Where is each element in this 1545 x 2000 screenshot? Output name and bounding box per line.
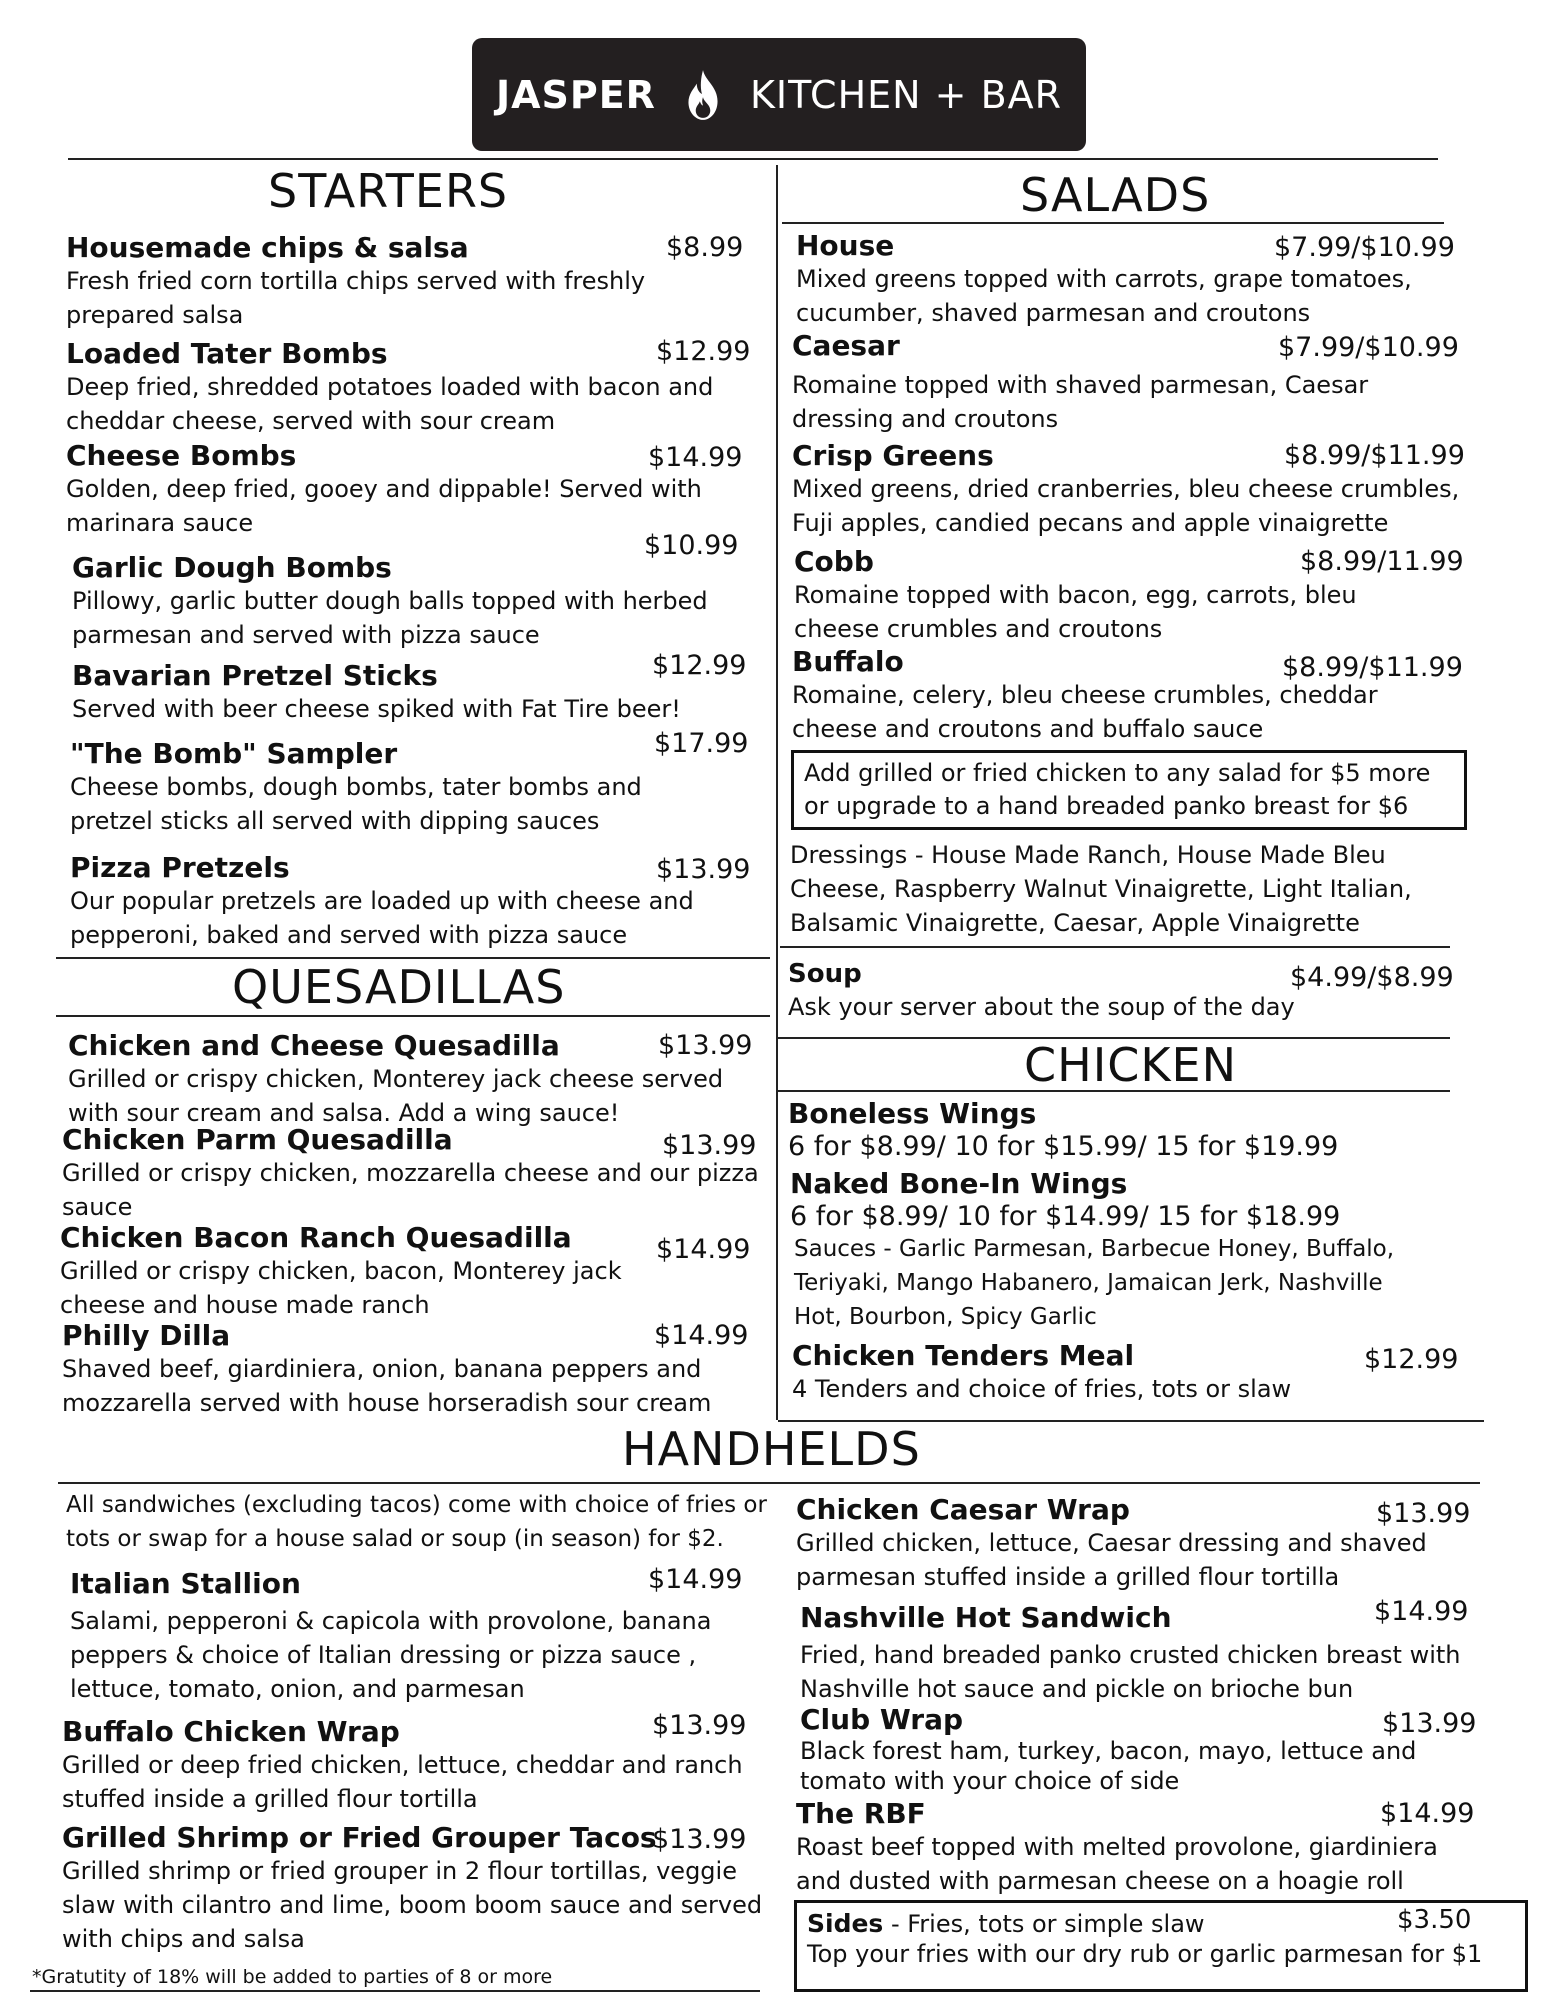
item-name: Naked Bone-In Wings xyxy=(790,1167,1128,1200)
menu-item xyxy=(796,1494,1476,1594)
item-description: Grilled or crispy chicken, bacon, Monterey jack cheese and house made ranch xyxy=(60,1257,622,1319)
gratuity-footnote: *Gratutity of 18% will be added to parties of 8 or more xyxy=(32,1966,553,1988)
item-price: $13.99 xyxy=(1376,1498,1471,1529)
item-description: Black forest ham, turkey, bacon, mayo, lettuce and tomato with your choice of side xyxy=(800,1737,1417,1795)
item-description: Mixed greens, dried cranberries, bleu cheese crumbles, Fuji apples, candied pecans and apple vinaigrette xyxy=(792,475,1460,537)
item-name: Chicken and Cheese Quesadilla xyxy=(68,1029,560,1062)
item-description: Roast beef topped with melted provolone, giardiniera and dusted with parmesan cheese on a hoagie roll xyxy=(796,1833,1438,1895)
item-price: $7.99/$10.99 xyxy=(1278,332,1459,363)
item-name: Housemade chips & salsa xyxy=(66,231,469,264)
item-description: Golden, deep fried, gooey and dippable! Served with marinara sauce xyxy=(66,475,702,537)
brand-tagline: KITCHEN + BAR xyxy=(749,72,1063,117)
menu-item xyxy=(66,440,766,540)
menu-item xyxy=(68,1030,768,1130)
item-name: Chicken Tenders Meal xyxy=(792,1339,1135,1372)
item-description: Grilled or crispy chicken, mozzarella cheese and our pizza sauce xyxy=(62,1159,759,1221)
menu-item xyxy=(70,1564,770,1706)
sides-price: $3.50 xyxy=(1397,1905,1472,1935)
item-price: $17.99 xyxy=(654,728,749,759)
item-description: Ask your server about the soup of the day xyxy=(788,993,1295,1021)
sides-note: Top your fries with our dry rub or garlic parmesan for $1 xyxy=(807,1940,1483,1968)
item-price: $14.99 xyxy=(1374,1596,1469,1627)
item-name: Bavarian Pretzel Sticks xyxy=(72,659,438,692)
handhelds-note: All sandwiches (excluding tacos) come with choice of fries or tots or swap for a house salad or soup (in season) for $2. xyxy=(66,1492,767,1552)
item-price: $13.99 xyxy=(658,1030,753,1061)
menu-item xyxy=(60,1222,768,1322)
item-name: Pizza Pretzels xyxy=(70,851,290,884)
sides-label: Sides xyxy=(807,1909,884,1938)
item-price: $8.99/$11.99 xyxy=(1282,652,1463,683)
item-name: Buffalo xyxy=(792,645,904,678)
item-name: Soup xyxy=(788,959,862,989)
item-name: Garlic Dough Bombs xyxy=(72,551,392,584)
menu-item xyxy=(62,1710,770,1816)
footer-divider xyxy=(30,1990,760,1992)
item-name: Chicken Parm Quesadilla xyxy=(62,1123,453,1156)
starters-title: STARTERS xyxy=(268,164,509,218)
item-price: $10.99 xyxy=(644,530,739,561)
item-description: Grilled chicken, lettuce, Caesar dressing and shaved parmesan stuffed inside a grilled flour tortilla xyxy=(796,1529,1427,1591)
item-price: $12.99 xyxy=(652,650,747,681)
menu-item xyxy=(72,650,766,726)
item-name: Cheese Bombs xyxy=(66,439,297,472)
dressings-bottom-divider xyxy=(780,946,1450,948)
item-description: Pillowy, garlic butter dough balls topped with herbed parmesan and served with pizza sauce xyxy=(72,587,708,649)
menu-item xyxy=(792,645,1463,746)
menu-item xyxy=(66,232,766,332)
item-description: Salami, pepperoni & capicola with provolone, banana peppers & choice of Italian dressing or pizza sauce , lettuce, tomato, onion, and parmesan xyxy=(70,1607,712,1703)
item-prices: 6 for $8.99/ 10 for $14.99/ 15 for $18.99 xyxy=(790,1201,1341,1232)
menu-item xyxy=(796,229,1455,330)
menu-item xyxy=(800,1596,1480,1706)
quesadillas-title: QUESADILLAS xyxy=(232,960,566,1014)
item-description: Grilled or deep fried chicken, lettuce, cheddar and ranch stuffed inside a grilled flour tortilla xyxy=(62,1751,743,1813)
item-price: $8.99/11.99 xyxy=(1300,546,1464,577)
item-price: $13.99 xyxy=(656,854,751,885)
menu-item xyxy=(794,545,1464,646)
item-name: Grilled Shrimp or Fried Grouper Tacos xyxy=(62,1821,657,1854)
column-divider xyxy=(776,165,778,1420)
item-description: Mixed greens topped with carrots, grape tomatoes, cucumber, shaved parmesan and croutons xyxy=(796,265,1412,327)
menu-item xyxy=(792,440,1492,540)
item-description: Fresh fried corn tortilla chips served with freshly prepared salsa xyxy=(66,267,646,329)
restaurant-logo xyxy=(472,38,1086,151)
item-name: "The Bomb" Sampler xyxy=(70,737,398,770)
menu-item-soup xyxy=(788,958,1454,1024)
item-name: Buffalo Chicken Wrap xyxy=(62,1715,400,1748)
salads-title: SALADS xyxy=(1020,168,1211,222)
item-prices: 6 for $8.99/ 10 for $15.99/ 15 for $19.99 xyxy=(788,1131,1339,1162)
salads-title-underline xyxy=(782,222,1444,224)
item-price: $12.99 xyxy=(656,336,751,367)
item-description: Romaine topped with bacon, egg, carrots, bleu cheese crumbles and croutons xyxy=(794,581,1357,643)
handhelds-title: HANDHELDS xyxy=(622,1422,921,1476)
item-name: Caesar xyxy=(792,329,900,362)
item-description: Grilled or crispy chicken, Monterey jack cheese served with sour cream and salsa. Add a wing sauce! xyxy=(68,1065,724,1127)
item-name: Philly Dilla xyxy=(62,1319,231,1352)
item-name: Cobb xyxy=(794,545,874,578)
item-description: Cheese bombs, dough bombs, tater bombs and pretzel sticks all served with dipping sauces xyxy=(70,773,642,835)
handhelds-title-underline xyxy=(58,1482,1480,1484)
item-description: Deep fried, shredded potatoes loaded with bacon and cheddar cheese, served with sour cream xyxy=(66,373,714,435)
item-description: Romaine, celery, bleu cheese crumbles, cheddar cheese and croutons and buffalo sauce xyxy=(792,681,1378,743)
item-price: $7.99/$10.99 xyxy=(1274,232,1455,263)
menu-item xyxy=(72,530,766,652)
sides-text: - Fries, tots or simple slaw xyxy=(883,1910,1205,1938)
menu-item xyxy=(792,329,1459,436)
item-price: $14.99 xyxy=(648,442,743,473)
menu-item xyxy=(70,728,766,838)
menu-item-chicken-tenders xyxy=(792,1339,1459,1406)
starters-bottom-divider xyxy=(56,957,770,959)
item-price: $13.99 xyxy=(1382,1708,1477,1739)
item-name: Club Wrap xyxy=(800,1703,964,1736)
item-name: The RBF xyxy=(796,1797,926,1830)
sides-box xyxy=(794,1900,1528,1992)
flame-icon xyxy=(682,68,724,122)
menu-item xyxy=(62,1822,770,1956)
item-description: Our popular pretzels are loaded up with cheese and pepperoni, baked and served with pizza sauce xyxy=(70,887,694,949)
menu-item xyxy=(796,1798,1476,1898)
chicken-title: CHICKEN xyxy=(1024,1038,1238,1092)
menu-item xyxy=(70,852,766,952)
menu-item xyxy=(62,1124,768,1224)
item-name: Nashville Hot Sandwich xyxy=(800,1601,1172,1634)
menu-item xyxy=(62,1320,768,1420)
item-name: Italian Stallion xyxy=(70,1567,301,1600)
menu-item xyxy=(66,338,766,438)
item-price: $13.99 xyxy=(652,1824,747,1855)
brand-name: JASPER xyxy=(495,72,656,117)
item-price: $4.99/$8.99 xyxy=(1290,962,1454,993)
item-price: $13.99 xyxy=(652,1710,747,1741)
item-description: Served with beer cheese spiked with Fat Tire beer! xyxy=(72,695,681,723)
item-price: $14.99 xyxy=(654,1320,749,1351)
salad-addon-box: Add grilled or fried chicken to any salad for $5 more or upgrade to a hand breaded panko breast for $6 xyxy=(791,750,1467,830)
item-price: $13.99 xyxy=(662,1130,757,1161)
item-name: Chicken Bacon Ranch Quesadilla xyxy=(60,1221,572,1254)
item-price: $8.99 xyxy=(666,232,744,263)
item-name: Boneless Wings xyxy=(788,1097,1037,1130)
item-description: Shaved beef, giardiniera, onion, banana peppers and mozzarella served with house horseradish sour cream xyxy=(62,1355,712,1417)
item-name: House xyxy=(796,229,895,262)
dressings-list: Dressings - House Made Ranch, House Made Bleu Cheese, Raspberry Walnut Vinaigrette, Light Italian, Balsamic Vinaigrette, Caesar, Apple Vinaigrette xyxy=(790,841,1412,937)
item-price: $8.99/$11.99 xyxy=(1284,440,1465,471)
menu-item xyxy=(800,1704,1480,1796)
item-price: $14.99 xyxy=(648,1564,743,1595)
item-name: Loaded Tater Bombs xyxy=(66,337,388,370)
menu-item-bone-in-wings xyxy=(790,1168,1450,1234)
item-price: $14.99 xyxy=(1380,1798,1475,1829)
item-price: $14.99 xyxy=(656,1234,751,1265)
quesadillas-title-underline xyxy=(56,1015,770,1017)
menu-item-boneless-wings xyxy=(788,1098,1448,1164)
wing-sauces-list: Sauces - Garlic Parmesan, Barbecue Honey, Buffalo, Teriyaki, Mango Habanero, Jamaican Jerk, Nashville Hot, Bourbon, Spicy Garlic xyxy=(794,1236,1395,1330)
item-price: $12.99 xyxy=(1364,1344,1459,1375)
item-description: Fried, hand breaded panko crusted chicken breast with Nashville hot sauce and pickle on brioche bun xyxy=(800,1641,1461,1703)
item-name: Chicken Caesar Wrap xyxy=(796,1493,1130,1526)
item-description: 4 Tenders and choice of fries, tots or slaw xyxy=(792,1375,1292,1403)
top-divider xyxy=(68,158,1438,160)
item-description: Grilled shrimp or fried grouper in 2 flour tortillas, veggie slaw with cilantro and lime, boom boom sauce and served with chips and salsa xyxy=(62,1857,763,1953)
item-name: Crisp Greens xyxy=(792,439,994,472)
item-description: Romaine topped with shaved parmesan, Caesar dressing and croutons xyxy=(792,371,1369,433)
